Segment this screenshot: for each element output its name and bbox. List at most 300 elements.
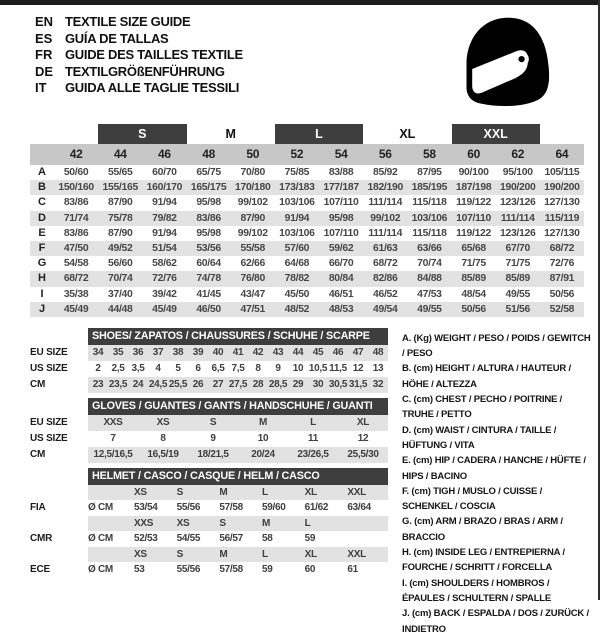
eu-size-cell: 50 — [246, 147, 260, 161]
language-row — [35, 80, 243, 97]
value-cell: XS — [132, 485, 175, 501]
value-cell: 45/50 — [284, 288, 310, 300]
value-cell: 52/53 — [134, 533, 158, 545]
page-header — [0, 5, 598, 119]
value-cell: 38 — [168, 345, 188, 361]
value-cell: 35/38 — [63, 288, 89, 300]
measure-row-H — [30, 271, 584, 286]
value-cell: 107/110 — [456, 212, 492, 224]
eu-size-cell: 64 — [555, 147, 569, 161]
sub-row — [30, 562, 388, 578]
value-cell: 54/55 — [176, 533, 201, 545]
value-cell: 115/118 — [412, 197, 447, 209]
value-cell: 190/200 — [544, 182, 580, 194]
value-cell: 71/75 — [505, 258, 530, 270]
language-code: DE — [35, 63, 54, 79]
value-cell: 23,5 — [108, 377, 128, 393]
value-cell: 10 — [292, 362, 304, 374]
value-cell: S — [188, 415, 238, 431]
value-cell: 95/98 — [196, 197, 221, 209]
language-title: GUÍA DE TALLAS — [65, 30, 169, 46]
value-cell: 27 — [208, 377, 228, 393]
legend-item: E. (cm) HIP / CADERA / HANCHE / HÜFTE / HIPS / BACINO — [402, 455, 586, 482]
value-cell: 23 — [88, 377, 108, 393]
value-cell: 37 — [148, 345, 168, 361]
value-cell: 31,5 — [348, 377, 368, 393]
value-cell: 57/60 — [284, 242, 310, 254]
value-cell: 87/90 — [107, 197, 133, 209]
value-cell: 66/70 — [328, 258, 354, 270]
value-cell: 7,5 — [231, 362, 245, 374]
value-cell: 63/66 — [417, 242, 442, 254]
row-label: FIA — [30, 502, 46, 514]
value-cell: 27,5 — [228, 377, 248, 393]
size-band-M: M — [225, 127, 236, 141]
value-cell: L — [260, 485, 303, 501]
row-label: ECE — [30, 564, 50, 576]
value-cell: 68/72 — [549, 242, 575, 254]
value-cell: 7 — [110, 432, 116, 444]
value-cell: 64/68 — [284, 258, 310, 270]
measure-row-I — [30, 287, 584, 302]
value-cell: 34 — [88, 345, 108, 361]
value-cell: 84/88 — [417, 273, 442, 285]
row-label: G — [37, 257, 47, 270]
value-cell: 61/62 — [304, 502, 329, 514]
row-label: CM — [30, 448, 46, 460]
value-cell: 55/56 — [176, 564, 201, 576]
value-cell: XXL — [345, 485, 388, 501]
corner-cell — [30, 124, 54, 144]
unit-cell: Ø CM — [88, 564, 113, 576]
value-cell: 59 — [304, 533, 316, 545]
value-cell: 46 — [328, 345, 348, 361]
row-label: EU SIZE — [30, 416, 68, 428]
value-cell: 60/70 — [152, 167, 177, 178]
value-cell: 16,5/19 — [138, 447, 188, 463]
value-cell: 35 — [108, 345, 128, 361]
language-title: GUIDE DES TAILLES TEXTILE — [65, 47, 243, 62]
legend-item: F. (cm) TIGH / MUSLO / CUISSE / SCHENKEL / COSCIA — [402, 485, 543, 513]
value-cell: 60/64 — [196, 258, 221, 270]
sub-row — [30, 431, 388, 447]
value-cell: XS — [175, 516, 218, 532]
value-cell: 57/58 — [219, 564, 243, 576]
value-cell: 42 — [248, 345, 268, 361]
value-cell: 10 — [257, 432, 269, 444]
value-cell: 182/190 — [367, 182, 403, 194]
value-cell: 12 — [357, 432, 369, 444]
value-cell: 170/180 — [235, 182, 271, 194]
size-band-spacer — [54, 124, 98, 144]
value-cell — [345, 531, 388, 547]
value-cell: 95/98 — [196, 227, 221, 239]
sub-row — [30, 531, 388, 547]
value-cell: 61/63 — [372, 242, 398, 254]
section-header-row — [30, 398, 388, 415]
row-label: C — [38, 196, 46, 209]
value-cell: 48 — [368, 345, 388, 361]
sub-row — [30, 447, 388, 463]
value-cell: 41/45 — [196, 288, 221, 300]
value-cell: 23/26,5 — [288, 447, 338, 463]
eu-size-cell: 44 — [113, 147, 127, 161]
value-cell: 85/89 — [505, 273, 530, 285]
value-cell: 5 — [175, 362, 181, 374]
value-cell: 50/56 — [549, 288, 575, 300]
value-cell: 79/82 — [152, 212, 177, 224]
value-cell: 87/95 — [417, 167, 442, 178]
value-cell: 83/86 — [63, 227, 89, 239]
value-cell: 55/58 — [240, 242, 265, 254]
value-cell: 58/62 — [152, 258, 177, 270]
value-cell: 45 — [308, 345, 328, 361]
value-cell: 111/114 — [368, 227, 403, 239]
value-cell: 24 — [128, 377, 148, 393]
value-cell: 74/78 — [196, 273, 221, 285]
sub-row — [30, 415, 388, 431]
size-band-XL: XL — [399, 127, 416, 141]
value-cell: 115/118 — [412, 227, 447, 239]
helmet-icon — [453, 13, 556, 108]
value-cell: 28,5 — [268, 377, 288, 393]
value-cell: XXL — [345, 547, 388, 563]
legend-item: B. (cm) HEIGHT / ALTURA / HAUTEUR / HÖHE / ALTEZZA — [402, 363, 571, 390]
value-cell: XL — [303, 485, 346, 501]
value-cell: 87/91 — [549, 273, 575, 285]
value-cell: 39 — [188, 345, 208, 361]
sub-row — [30, 485, 388, 501]
value-cell: L — [288, 415, 338, 431]
value-cell: 28 — [248, 377, 268, 393]
row-label: CMR — [30, 533, 53, 545]
value-cell: 25,5 — [168, 377, 188, 393]
measure-row-F — [30, 241, 584, 256]
language-title: TEXTILGRÖßENFÜHRUNG — [65, 63, 225, 79]
size-band-XXL: XXL — [452, 124, 540, 144]
eu-size-cell: 54 — [334, 147, 348, 161]
row-label: E — [38, 226, 46, 239]
value-cell: 43/47 — [240, 288, 265, 300]
value-cell: 65/75 — [196, 167, 221, 178]
eu-size-cell: 62 — [511, 147, 525, 161]
value-cell: XL — [303, 547, 346, 563]
row-label — [30, 547, 88, 563]
measure-row-G — [30, 256, 584, 271]
value-cell: 11 — [308, 432, 318, 444]
language-row — [35, 47, 243, 64]
sub-row — [30, 500, 388, 516]
value-cell: 51/56 — [505, 303, 530, 315]
value-cell: 49/55 — [417, 303, 442, 315]
value-cell: 83/86 — [63, 197, 89, 209]
sub-tables-column — [30, 328, 388, 637]
value-cell: 46/51 — [328, 288, 354, 300]
value-cell: 3,5 — [131, 362, 145, 374]
value-cell: 43 — [268, 345, 288, 361]
helmet-size-table — [30, 468, 388, 578]
value-cell: 40 — [208, 345, 228, 361]
value-cell: 50/56 — [461, 303, 486, 315]
value-cell: M — [260, 516, 303, 532]
corner-cell — [30, 144, 54, 165]
value-cell: 155/165 — [102, 182, 138, 194]
measure-row-B — [30, 180, 584, 195]
value-cell: 87/90 — [240, 212, 265, 224]
measurement-legend — [402, 328, 594, 637]
value-cell: 107/110 — [323, 227, 359, 239]
value-cell: 190/200 — [500, 182, 536, 194]
row-label: B — [38, 181, 46, 194]
value-cell: 12 — [352, 362, 364, 374]
size-band-spacer — [540, 124, 584, 144]
row-label: J — [38, 302, 46, 315]
row-label-spacer — [30, 328, 88, 345]
value-cell: 56/60 — [107, 258, 133, 270]
value-cell: 24,5 — [148, 377, 168, 393]
value-cell: 68/72 — [372, 258, 398, 270]
value-cell: 78/82 — [284, 273, 310, 285]
size-band-S: S — [98, 124, 186, 144]
value-cell: 72/76 — [549, 258, 575, 270]
value-cell: 123/126 — [500, 227, 536, 239]
value-cell: L — [260, 547, 303, 563]
value-cell: 37/40 — [107, 288, 133, 300]
legend-item: C. (cm) CHEST / PECHO / POITRINE / TRUHE / PETTO — [402, 394, 562, 421]
value-cell: 111/114 — [500, 212, 535, 224]
unit-cell: Ø CM — [88, 502, 113, 514]
value-cell: M — [217, 547, 260, 563]
value-cell: 95/100 — [502, 167, 533, 178]
value-cell: 71/75 — [461, 258, 486, 270]
measure-row-J — [30, 302, 584, 317]
value-cell: 30,5 — [328, 377, 348, 393]
value-cell: 123/126 — [500, 197, 536, 209]
value-cell: XS — [132, 547, 175, 563]
value-cell: 160/170 — [146, 182, 183, 194]
value-cell: 46/52 — [372, 288, 398, 300]
value-cell: 103/106 — [411, 212, 448, 224]
value-cell: 105/115 — [544, 167, 580, 178]
value-cell: 47/53 — [417, 288, 442, 300]
value-cell: 67/70 — [505, 242, 530, 254]
value-cell: 103/106 — [279, 197, 315, 209]
value-cell: 12,5/16,5 — [88, 447, 138, 463]
value-cell — [345, 516, 388, 532]
gloves-table — [30, 398, 388, 463]
value-cell: 91/94 — [152, 227, 177, 239]
row-label — [30, 485, 88, 501]
value-cell: 45/49 — [63, 303, 89, 315]
language-code: ES — [35, 30, 53, 46]
value-cell: 55/65 — [107, 167, 133, 178]
measure-row-C — [30, 195, 584, 210]
value-cell: 11,5 — [329, 362, 347, 374]
value-cell: 9 — [275, 362, 281, 374]
value-cell: 62/66 — [240, 258, 265, 270]
value-cell: 48/52 — [284, 303, 310, 315]
value-cell: 173/183 — [279, 182, 315, 194]
value-cell: 70/74 — [417, 258, 442, 270]
value-cell: M — [238, 415, 288, 431]
value-cell: 87/90 — [107, 227, 133, 239]
value-cell: 26 — [188, 377, 208, 393]
language-code: FR — [35, 47, 53, 62]
value-cell: 50/60 — [63, 167, 89, 178]
section-header-row — [30, 328, 388, 345]
value-cell: XXS — [88, 415, 138, 431]
value-cell: 61 — [347, 564, 358, 576]
value-cell: 83/88 — [328, 167, 354, 178]
value-cell: 91/94 — [284, 212, 310, 224]
language-code: EN — [35, 14, 54, 29]
value-cell: M — [217, 485, 260, 501]
value-cell: 8 — [160, 432, 166, 444]
value-cell: 75/78 — [107, 212, 133, 224]
value-cell: 44/48 — [107, 303, 133, 315]
value-cell: 99/102 — [370, 212, 401, 224]
value-cell: 119/122 — [456, 227, 492, 239]
value-cell: 39/42 — [152, 288, 177, 300]
value-cell: 60 — [304, 564, 316, 576]
shoes-table — [30, 328, 388, 393]
language-title-list — [35, 14, 243, 97]
value-cell: 99/102 — [237, 227, 268, 239]
eu-size-cell: 52 — [290, 147, 304, 161]
unit-cell — [88, 516, 132, 532]
value-cell: XXS — [132, 516, 175, 532]
value-cell: 107/110 — [323, 197, 359, 209]
value-cell: 95/98 — [328, 212, 354, 224]
value-cell: 103/106 — [279, 227, 315, 239]
value-cell: 8 — [255, 362, 261, 374]
value-cell: 71/74 — [63, 212, 89, 224]
value-cell: 25,5/30 — [338, 447, 388, 463]
eu-size-cell: 60 — [467, 147, 480, 161]
legend-item: J. (cm) BACK / ESPALDA / DOS / ZURÜCK / INDIETRO — [402, 608, 589, 635]
section-header-row — [30, 468, 388, 485]
value-cell: 20/24 — [238, 447, 288, 463]
legend-item: D. (cm) WAIST / CINTURA / TAILLE / HÜFTUNG / VITA — [402, 424, 557, 451]
value-cell: 58 — [262, 533, 273, 545]
value-cell: 18/21,5 — [188, 447, 238, 463]
sub-row — [30, 361, 388, 377]
value-cell: 56/57 — [219, 533, 243, 545]
language-title: TEXTILE SIZE GUIDE — [65, 14, 191, 29]
value-cell: 10,5 — [308, 362, 328, 374]
eu-size-cell: 58 — [423, 147, 436, 161]
value-cell: 53/54 — [134, 502, 158, 514]
size-band-row — [30, 124, 584, 144]
measure-row-A — [30, 165, 584, 180]
eu-size-cell: 42 — [69, 147, 83, 161]
unit-cell — [88, 485, 132, 501]
value-cell: 83/86 — [196, 212, 221, 224]
value-cell: 85/89 — [461, 273, 486, 285]
value-cell: 119/122 — [456, 197, 492, 209]
unit-cell: Ø CM — [88, 533, 113, 545]
value-cell: 65/68 — [461, 242, 486, 254]
value-cell: 91/94 — [152, 197, 177, 209]
language-row — [35, 31, 243, 48]
language-code: IT — [35, 80, 47, 95]
value-cell: 177/187 — [323, 182, 359, 194]
value-cell: L — [303, 516, 346, 532]
row-label-spacer — [30, 468, 88, 485]
value-cell: 32 — [368, 377, 388, 393]
value-cell: 82/86 — [372, 273, 398, 285]
value-cell: 49/52 — [107, 242, 133, 254]
value-cell: 70/80 — [240, 167, 265, 178]
eu-size-cell: 56 — [378, 147, 392, 161]
value-cell: 47/51 — [240, 303, 265, 315]
value-cell: XL — [338, 415, 388, 431]
section-title: GLOVES / GUANTES / GANTS / HANDSCHUHE / GUANTI — [88, 398, 388, 415]
legend-item: G. (cm) ARM / BRAZO / BRAS / ARM / BRACCIO — [402, 516, 563, 543]
value-cell: 2,5 — [111, 362, 125, 374]
section-title: HELMET / CASCO / CASQUE / HELM / CASCO — [88, 468, 388, 485]
value-cell: 59 — [262, 564, 273, 576]
sub-row — [30, 547, 388, 563]
row-label: EU SIZE — [30, 346, 68, 358]
value-cell: 59/62 — [328, 242, 354, 254]
sub-row — [30, 516, 388, 532]
value-cell: 165/175 — [190, 182, 227, 194]
value-cell: 44 — [288, 345, 308, 361]
value-cell: 47 — [348, 345, 368, 361]
value-cell: 36 — [128, 345, 148, 361]
value-cell: 185/195 — [411, 182, 448, 194]
value-cell: 115/119 — [544, 212, 580, 224]
value-cell: 13 — [372, 362, 384, 374]
section-title: SHOES/ ZAPATOS / CHAUSSURES / SCHUHE / SCARPE — [88, 328, 388, 345]
legend-item: H. (cm) INSIDE LEG / ENTREPIERNA / FOURCHE / SCHRITT / FORCELLA — [402, 547, 565, 574]
value-cell: S — [175, 547, 218, 563]
value-cell: S — [175, 485, 218, 501]
value-cell: 6 — [195, 362, 201, 374]
value-cell: 54/58 — [63, 258, 89, 270]
row-label: I — [40, 287, 44, 300]
value-cell: 30 — [308, 377, 328, 393]
value-cell: 49/55 — [505, 288, 530, 300]
row-label: US SIZE — [30, 432, 68, 444]
value-cell: 127/130 — [544, 227, 580, 239]
legend-item: I. (cm) SHOULDERS / HOMBROS / ÉPAULES / SCHULTERN / SPALLE — [402, 577, 552, 604]
value-cell: 48/54 — [461, 288, 486, 300]
row-label: H — [38, 272, 46, 285]
value-cell: 2 — [95, 362, 101, 374]
language-title: GUIDA ALLE TAGLIE TESSILI — [65, 80, 240, 95]
sub-row — [30, 377, 388, 393]
bottom-section — [0, 328, 598, 637]
value-cell: 53/56 — [196, 242, 221, 254]
value-cell: 49/54 — [372, 303, 398, 315]
row-label: F — [38, 241, 46, 254]
row-label-spacer — [30, 398, 88, 415]
value-cell: 111/114 — [368, 197, 403, 209]
eu-size-cell: 48 — [202, 147, 215, 161]
value-cell: 127/130 — [544, 197, 580, 209]
value-cell: 45/49 — [152, 303, 177, 315]
eu-size-cell: 46 — [158, 147, 171, 161]
row-label: D — [38, 211, 46, 224]
value-cell: 63/64 — [347, 502, 371, 514]
legend-item: A. (Kg) WEIGHT / PESO / POIDS / GEWITCH / PESO — [402, 332, 591, 360]
value-cell: 85/92 — [372, 167, 398, 178]
value-cell: 48/53 — [328, 303, 354, 315]
value-cell: 90/100 — [458, 167, 489, 178]
row-label — [30, 516, 88, 532]
